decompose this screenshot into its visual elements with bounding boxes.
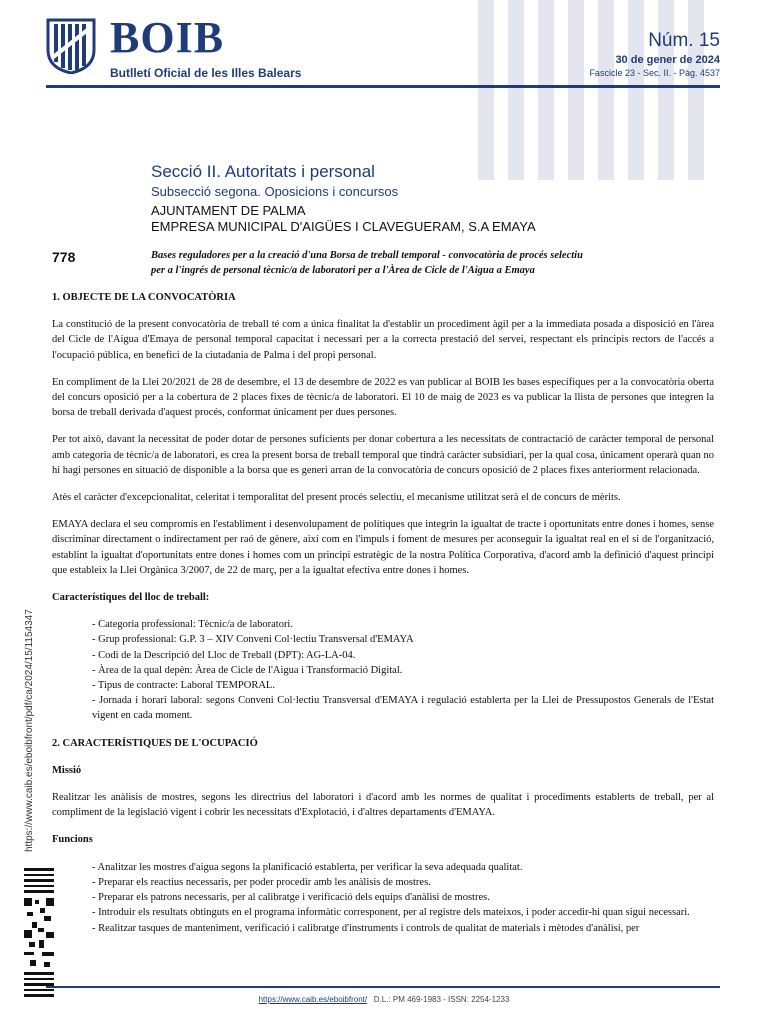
list-item: - Categoria professional: Tècnic/a de laboratori.	[92, 619, 293, 631]
paragraph: La constitució de la present convocatòria de treball té com a única finalitat la d'establir un procediment àgil per a la immediata posada a disposició en l'àrea del Cicle de l'Aigua d'Emaya de personal temporal capacitat i necessari per a la correcta prestació del servei, respectant els principis rectors de l'accés a l'ocupació pública, en benefici de la ciutadania de Palma i del propi personal.	[52, 319, 714, 361]
heading-objecte: 1. OBJECTE DE LA CONVOCATÒRIA	[52, 292, 236, 303]
announcement-title	[151, 248, 691, 278]
paragraph: EMAYA declara el seu compromís en l'establiment i desenvolupament de polítiques que integrin la igualtat de tracte i oportunitats entre dones i homes, sense discriminar directament o indirectament per raó de gènere, així com en l'impuls i foment de mesures per aconseguir la igualtat real en el si de l'organització, establint la igualtat d'oportunitats entre dones i homes com un principi estratègic de la nostra Política Corporativa, d'acord amb la definició d'aquest principi que estableix la Llei Orgànica 3/2007, de 22 de març, per a la igualtat efectiva entre dones i homes.	[52, 519, 714, 576]
section-title: Secció II. Autoritats i personal	[151, 162, 375, 181]
announcement-number: 778	[52, 249, 76, 265]
list-item: - Introduir els resultats obtinguts en el programa informàtic corresponent, per al registre dels mateixos, i poder accedir-hi quan sigui necessari.	[92, 907, 690, 919]
header-divider	[46, 85, 720, 88]
footer-legal: D.L.: PM 469-1983 - ISSN: 2254-1233	[373, 995, 510, 1004]
heading-caracteristiques-lloc: Característiques del lloc de treball:	[52, 592, 210, 604]
list-item: - Realitzar tasques de manteniment, verificació i calibratge d'instruments i controls de qualitat de materials i mètodes d'anàlisi, per	[92, 922, 640, 934]
list-item: - Jornada i horari laboral: segons Conveni Col·lectiu Transversal d'EMAYA i regulació establerta per la Llei de Pressupostos Generals de l'Estat vigent en cada moment.	[92, 695, 714, 722]
fascicle-info: Fascicle 23 - Sec. II. - Pàg. 4537	[589, 68, 720, 78]
company-name: EMPRESA MUNICIPAL D'AIGÜES I CLAVEGUERAM, S.A EMAYA	[151, 219, 536, 234]
heading-missio: Missió	[52, 764, 82, 776]
document-body	[52, 290, 714, 948]
issue-date: 30 de gener de 2024	[615, 54, 720, 66]
announcement-title-line: Bases reguladores per a la creació d'una Borsa de treball temporal - convocatòria de procés selectiu	[151, 250, 583, 261]
paragraph: En compliment de la Llei 20/2021 de 28 de desembre, el 13 de desembre de 2022 es van publicar al BOIB les bases específiques per a la convocatòria oberta del concurs oposició per a la cobertura de 2 places fixes de tècnic/a de laboratori. El 10 de maig de 2023 es va publicar la llista de persones que integren la borsa de treball derivada d'aquest procés, conformat únicament per dues persones.	[52, 376, 714, 419]
brand-subtitle: Butlletí Oficial de les Illes Balears	[110, 66, 302, 80]
list-item: - Grup professional: G.P. 3 – XIV Conveni Col·lectiu Transversal d'EMAYA	[92, 634, 414, 646]
footer-link[interactable]: https://www.caib.es/eboibfront/	[258, 995, 368, 1004]
paragraph: Per tot això, davant la necessitat de poder dotar de persones suficients per donar cobertura a les necessitats de contractació de caràcter temporal de personal amb categoria de tècnic/a de laboratori, es crea la present borsa de treball temporal que tindrà caràcter subsidiari, per la qual cosa, únicament operarà quan no hi hagi persones en situació de disponible a la borsa que es generi arran de la convocatòria de concurs oposició de 2 places fixes anteriorment relacionada.	[52, 434, 714, 476]
brand-title: BOIB	[110, 13, 225, 62]
functions-list	[92, 860, 714, 936]
list-item: - Àrea de la qual depèn: Àrea de Cicle de l'Aigua i Transformació Digital.	[92, 664, 403, 676]
list-item: - Codi de la Descripció del Lloc de Treball (DPT): AG-LA-04.	[92, 649, 356, 661]
organization-name: AJUNTAMENT DE PALMA	[151, 203, 306, 218]
list-item: - Tipus de contracte: Laboral TEMPORAL.	[92, 680, 275, 692]
paragraph: Realitzar les anàlisis de mostres, segons les directrius del laboratori i d'acord amb les normes de qualitat i procediments establerts de treball, per al compliment de la legislació vigent i cobrir les necessitats d'Explotació, i d'altres departaments d'EMAYA.	[52, 792, 714, 819]
job-characteristics-list	[92, 617, 714, 723]
list-item: - Preparar els patrons necessaris, per al calibratge i verificació dels equips d'anàlisi de mostres.	[92, 892, 490, 904]
announcement-title-line: per a l'ingrés de personal tècnic/a de laboratori per a l'Àrea de Cicle de l'Aigua a Emaya	[151, 265, 535, 276]
heading-funcions: Funcions	[52, 834, 93, 846]
section-subtitle: Subsecció segona. Oposicions i concursos	[151, 184, 399, 199]
boib-shield-logo	[46, 18, 96, 74]
document-url-vertical[interactable]: https://www.caib.es/eboibfront/pdf/ca/2024/15/1154347	[24, 609, 35, 852]
footer-divider	[46, 986, 720, 988]
heading-caracteristiques-ocupacio: 2. CARACTERÍSTIQUES DE L'OCUPACIÓ	[52, 737, 258, 749]
list-item: - Preparar els reactius necessaris, per poder procedir amb les anàlisis de mostres.	[92, 876, 431, 888]
footer	[0, 995, 768, 1004]
list-item: - Analitzar les mostres d'aigua segons la planificació establerta, per verificar la seva adequada qualitat.	[92, 861, 523, 873]
verification-qr-code	[24, 868, 54, 1000]
paragraph: Atès el caràcter d'excepcionalitat, celeritat i temporalitat del present procés selectiu, el mecanisme utilitzat serà el de concurs de mèrits.	[52, 492, 621, 504]
issue-number: Núm. 15	[648, 30, 720, 51]
watermark-shield	[438, 0, 768, 180]
